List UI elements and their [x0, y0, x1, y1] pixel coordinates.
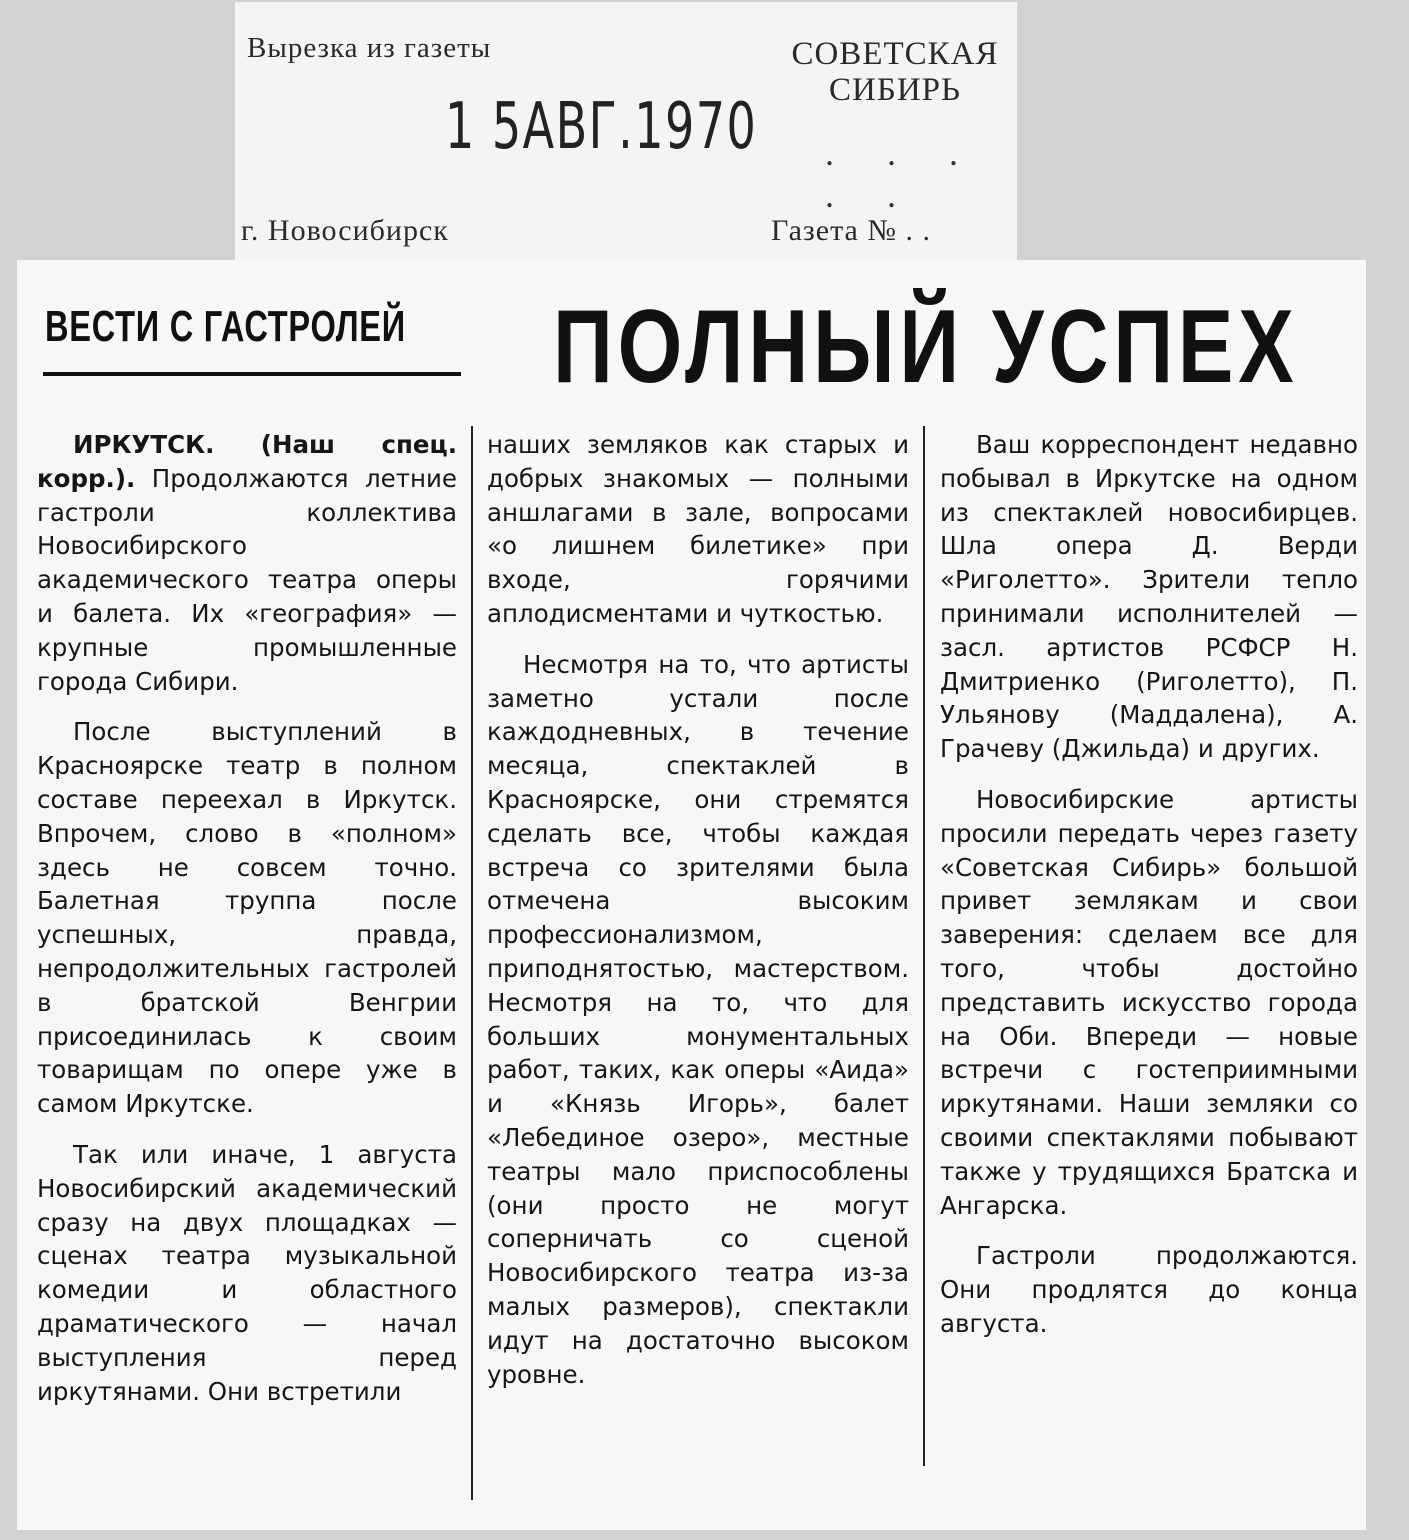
- newspaper-name-line1: СОВЕТСКАЯ: [791, 36, 999, 72]
- slip-label: Вырезка из газеты: [247, 32, 492, 64]
- article-paragraph: наших земляков как старых и добрых знакомых — полными аншлагами в зале, вопросами «о лишнем билетике» при входе, горячими аплодисментами и чуткостью.: [487, 430, 909, 628]
- rubric-title: ВЕСТИ С ГАСТРОЛЕЙ: [45, 302, 406, 351]
- dateline: ИРКУТСК. (Наш спец. корр.).: [37, 430, 457, 493]
- article-paragraph: [37, 428, 457, 698]
- newspaper-clipping: [17, 260, 1366, 1530]
- article-column-3: [940, 428, 1358, 1358]
- column-divider: [923, 426, 925, 1466]
- article-paragraph: После выступлений в Красноярске театр в полном составе переехал в Иркутск. Впрочем, слово в «полном» здесь не совсем точно. Балетная труппа после успешных, правда, непродолжительных гастролей в братской Венгрии присоединилась к своим товарищам по опере уже в самом Иркутске.: [37, 717, 457, 1119]
- article-column-2: [487, 428, 909, 1408]
- article-paragraph: Гастроли продолжаются. Они продлятся до конца августа.: [940, 1241, 1358, 1338]
- article-paragraph: Ваш корреспондент недавно побывал в Иркутске на одном из спектаклей новосибирцев. Шла опера Д. Верди «Риголетто». Зрители тепло принимали исполнителей — засл. артистов РСФСР Н. Дмитриенко (Риголетто), П. Ульянову (Маддалена), А. Грачеву (Джильда) и других.: [940, 430, 1358, 764]
- article-paragraph: Новосибирские артисты просили передать через газету «Советская Сибирь» большой привет землякам и свои заверения: сделаем все для того, чтобы достойно представить искусство города на Оби. Впереди — новые встречи с гостеприимными иркутянами. Наши земляки со своими спектаклями побывают также у трудящихся Братска и Ангарска.: [940, 784, 1358, 1220]
- newspaper-name: [775, 36, 1015, 108]
- clipping-slip: [235, 2, 1017, 260]
- newspaper-name-line2: СИБИРЬ: [829, 72, 961, 108]
- slip-city: г. Новосибирск: [241, 214, 449, 247]
- date-dots: . . . . .: [825, 133, 980, 215]
- article-paragraph: Так или иначе, 1 августа Новосибирский академический сразу на двух площадках — сценах театра музыкальной комедии и областного драматического — начал выступления перед иркутянами. Они встретили: [37, 1139, 457, 1406]
- paragraph-text: Продолжаются летние гастроли коллектива Новосибирского академического театра оперы и балета. Их «география» — крупные промышленные города Сибири.: [37, 463, 457, 696]
- article-column-1: [37, 428, 457, 1425]
- date-stamp: 1 5АВГ.1970: [445, 90, 758, 164]
- rubric-underline: [43, 372, 461, 376]
- article-paragraph: Несмотря на то, что артисты заметно устали после каждодневных, в течение месяца, спектаклей в Красноярске, они стремятся сделать все, чтобы каждая встреча со зрителями была отмечена высоким профессионализмом, приподнятостью, мастерством. Несмотря на то, что для больших монументальных работ, таких, как оперы «Аида» и «Князь Игорь», балет «Лебединое озеро», местные театры мало приспособлены (они просто не могут соперничать со сценой Новосибирского театра из-за малых размеров), спектакли идут на достаточно высоком уровне.: [487, 649, 909, 1389]
- column-divider: [471, 426, 473, 1500]
- article-headline: ПОЛНЫЙ УСПЕХ: [553, 289, 1299, 405]
- slip-issue-number: Газета № . .: [771, 214, 931, 247]
